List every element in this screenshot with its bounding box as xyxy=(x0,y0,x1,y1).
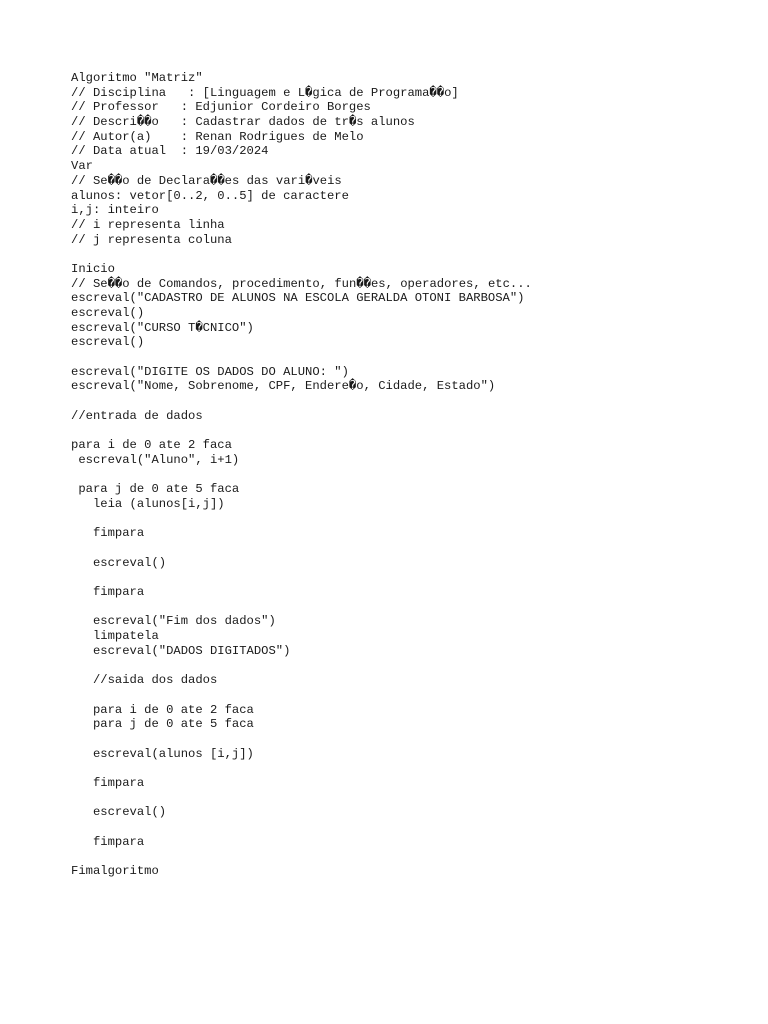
code-line: escreval("CADASTRO DE ALUNOS NA ESCOLA GERALDA OTONI BARBOSA") xyxy=(71,291,525,306)
code-line: escreval("Aluno", i+1) xyxy=(71,452,240,467)
code-line: fimpara xyxy=(71,585,145,600)
code-line: // Se��o de Comandos, procedimento, fun��es, operadores, etc... xyxy=(71,276,532,291)
code-line xyxy=(71,394,532,409)
code-line xyxy=(71,350,532,365)
code-line: escreval("DIGITE OS DADOS DO ALUNO: ") xyxy=(71,364,349,379)
code-line xyxy=(71,570,532,585)
code-line: escreval("DADOS DIGITADOS") xyxy=(71,643,291,658)
code-line xyxy=(71,849,532,864)
code-line xyxy=(71,247,532,262)
code-line: Inicio xyxy=(71,261,115,276)
code-line xyxy=(71,512,532,527)
code-line xyxy=(71,424,532,439)
code-line xyxy=(71,761,532,776)
code-line xyxy=(71,688,532,703)
code-line: // i representa linha xyxy=(71,217,225,232)
code-line: fimpara xyxy=(71,526,145,541)
code-line: escreval("CURSO T�CNICO") xyxy=(71,320,254,335)
code-line: escreval() xyxy=(71,306,145,320)
code-line: Fimalgoritmo xyxy=(71,864,159,879)
code-line: // Disciplina : [Linguagem e L�gica de Programa��o] xyxy=(71,85,459,100)
code-line: Algoritmo "Matriz" xyxy=(71,71,203,85)
code-line: escreval(alunos [i,j]) xyxy=(71,746,254,761)
code-line: fimpara xyxy=(71,834,145,849)
code-line xyxy=(71,541,532,556)
code-line: alunos: vetor[0..2, 0..5] de caractere xyxy=(71,188,349,203)
code-line: para j de 0 ate 5 faca xyxy=(71,717,254,732)
code-line: Var xyxy=(71,159,93,174)
code-line: // j representa coluna xyxy=(71,232,232,247)
code-line xyxy=(71,468,532,483)
code-line: fimpara xyxy=(71,776,145,790)
code-line: para j de 0 ate 5 faca xyxy=(71,482,240,497)
code-line: escreval("Nome, Sobrenome, CPF, Endere�o, Cidade, Estado") xyxy=(71,379,496,394)
code-line: limpatela xyxy=(71,629,159,644)
code-line: //saida dos dados xyxy=(71,673,218,688)
code-line xyxy=(71,659,532,674)
code-line: para i de 0 ate 2 faca xyxy=(71,438,232,453)
code-line: //entrada de dados xyxy=(71,408,203,423)
code-line xyxy=(71,732,532,747)
code-line: // Se��o de Declara��es das vari�veis xyxy=(71,173,342,188)
code-line: // Professor : Edjunior Cordeiro Borges xyxy=(71,100,371,115)
code-line xyxy=(71,820,532,835)
code-line: escreval() xyxy=(71,335,145,350)
code-line: // Descri��o : Cadastrar dados de tr�s alunos xyxy=(71,115,415,130)
code-line: escreval() xyxy=(71,805,167,820)
code-listing xyxy=(71,71,532,879)
code-line xyxy=(71,600,532,615)
code-line xyxy=(71,791,532,806)
code-line: // Autor(a) : Renan Rodrigues de Melo xyxy=(71,129,364,144)
code-line: escreval() xyxy=(71,555,167,570)
code-line: para i de 0 ate 2 faca xyxy=(71,702,254,717)
code-line: escreval("Fim dos dados") xyxy=(71,614,276,629)
code-line: leia (alunos[i,j]) xyxy=(71,496,225,511)
code-line: // Data atual : 19/03/2024 xyxy=(71,144,269,159)
code-line: i,j: inteiro xyxy=(71,203,159,218)
